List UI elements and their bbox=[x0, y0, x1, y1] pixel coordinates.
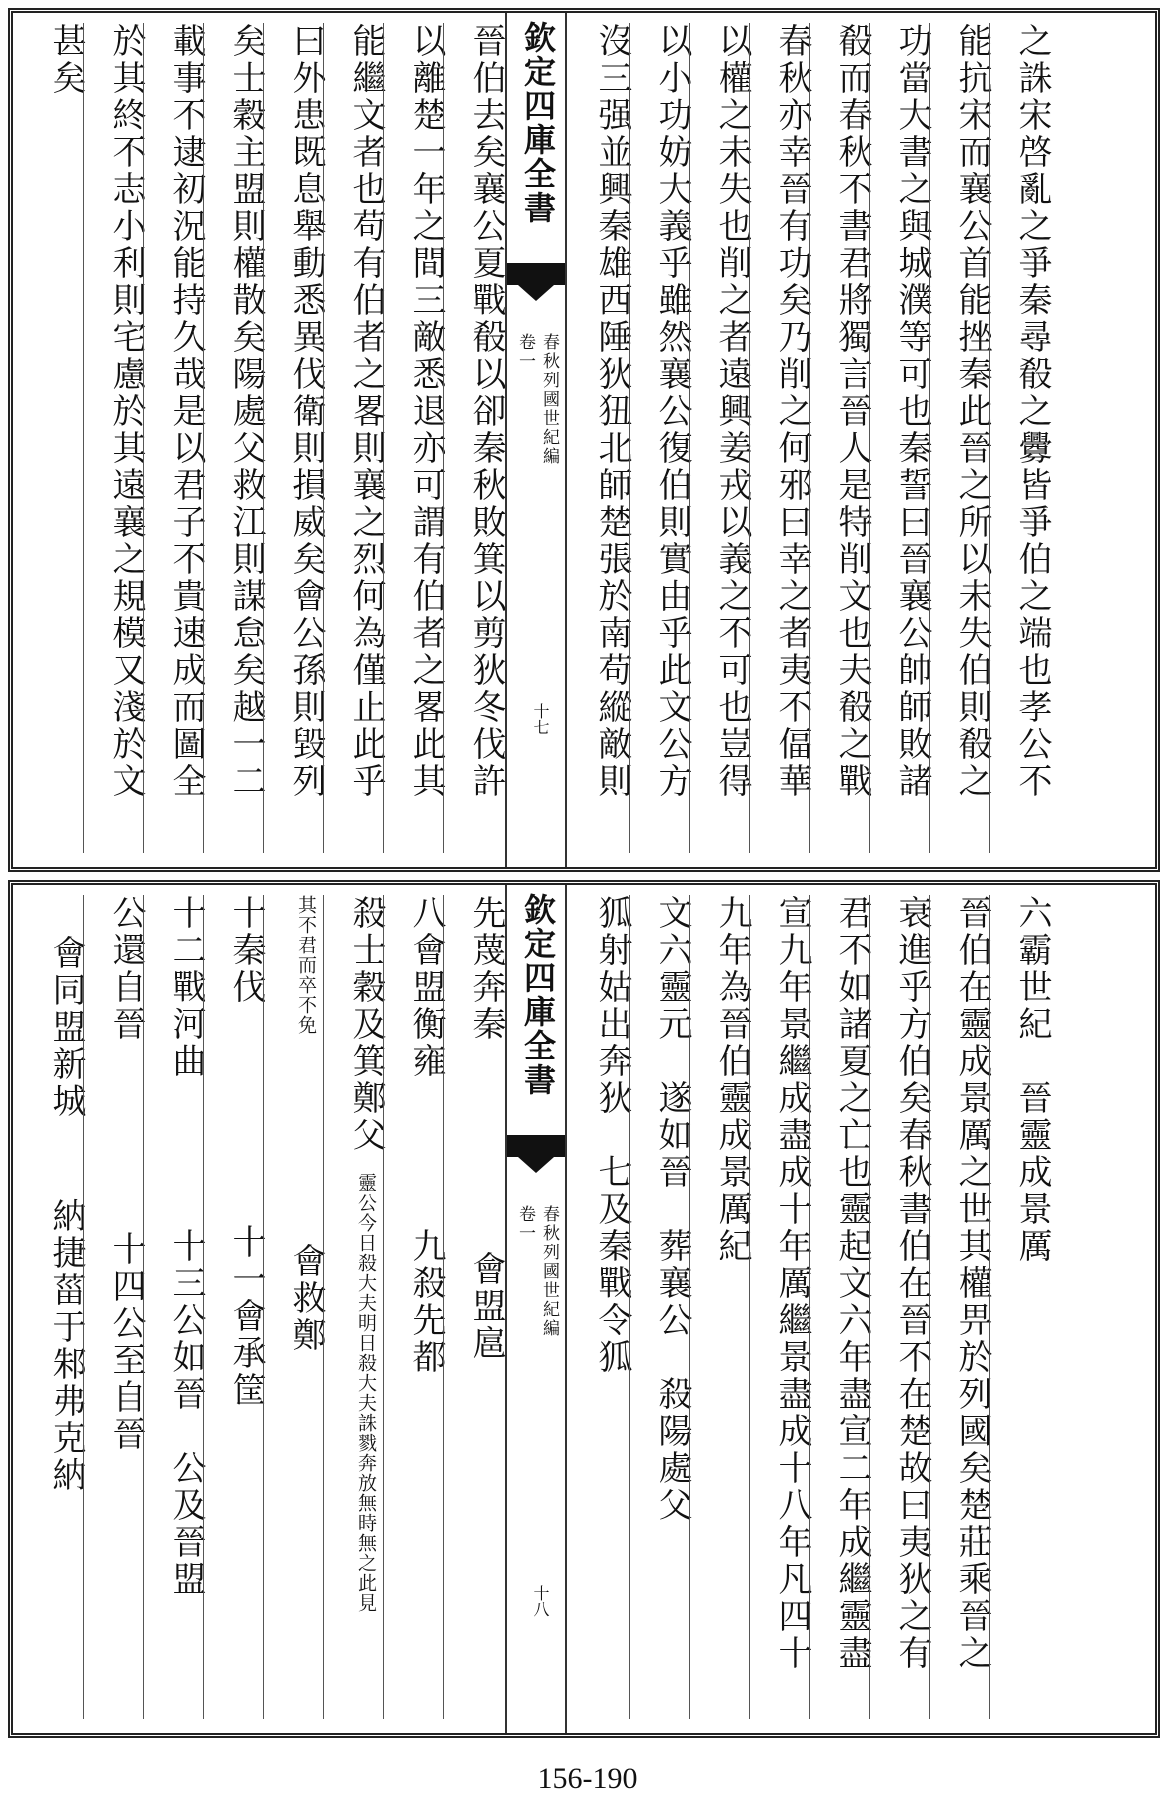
text-column: 能繼文者也苟有伯者之畧則襄之烈何為僅止此乎 bbox=[323, 23, 383, 853]
text-column bbox=[143, 895, 206, 1719]
annotation-note: 其不君而卒不免 bbox=[295, 895, 317, 1035]
text-column: 九年為晉伯靈成景厲紀 bbox=[689, 895, 749, 1719]
book-series-title: 欽定四庫全書 bbox=[519, 893, 557, 1097]
book-series-title: 欽定四庫全書 bbox=[519, 21, 557, 225]
entry-text: 十二戰河曲 bbox=[166, 895, 206, 1080]
entry-text: 先蔑奔秦 bbox=[466, 895, 506, 1043]
leaf-number: 十七 bbox=[531, 703, 550, 735]
leaf-number: 十八 bbox=[531, 1585, 550, 1617]
fishtail-mark bbox=[507, 1135, 565, 1157]
text-column: 之誅宋啓亂之爭秦尋殽之釁皆爭伯之端也孝公不 bbox=[989, 23, 1049, 853]
volume-label: 卷一 bbox=[515, 333, 535, 371]
text-column bbox=[443, 895, 506, 1719]
entry-text: 八會盟衡雍 bbox=[406, 895, 446, 1080]
center-fold-column bbox=[505, 13, 567, 867]
text-column: 以權之未失也削之者遠興姜戎以義之不可也豈得 bbox=[689, 23, 749, 853]
book-title: 春秋列國世紀編 bbox=[539, 1205, 559, 1338]
top-page bbox=[8, 8, 1160, 872]
text-column: 春秋亦幸晉有功矣乃削之何邪曰幸之者夷不偪華 bbox=[749, 23, 809, 853]
text-column bbox=[83, 895, 146, 1719]
text-column: 能抗宋而襄公首能挫秦此晉之所以未失伯則殽之 bbox=[929, 23, 989, 853]
text-column: 於其終不志小利則宅慮於其遠襄之規模又淺於文 bbox=[83, 23, 143, 853]
text-column: 殽而春秋不書君將獨言晉人是特削文也夫殽之戰 bbox=[809, 23, 869, 853]
section-heading-column: 六霸世紀 晉靈成景厲 bbox=[989, 895, 1049, 1719]
text-column: 曰外患既息舉動悉異伐衛則損威矣會公孫則毀列 bbox=[263, 23, 323, 853]
page-number: 156-190 bbox=[537, 1762, 638, 1795]
entry-text: 會盟扈 bbox=[466, 1251, 506, 1362]
entry-text: 十一會承筐 bbox=[226, 1224, 266, 1409]
text-column bbox=[323, 895, 386, 1719]
text-column: 文六靈元 遂如晉 葬襄公 殺陽處父 bbox=[629, 895, 689, 1719]
entry-text: 十三公如晉 公及晉盟 bbox=[166, 1228, 206, 1598]
text-column: 狐射姑出奔狄 七及秦戰令狐 bbox=[592, 895, 632, 1376]
text-column: 矣士穀主盟則權散矣陽處父救江則謀怠矣越一二 bbox=[203, 23, 263, 853]
entry-text: 十四公至自晉 bbox=[106, 1231, 146, 1453]
entry-text: 殺士穀及箕鄭父 bbox=[346, 895, 386, 1154]
text-column: 宣九年景繼成盡成十年厲繼景盡成十八年凡四十 bbox=[749, 895, 809, 1719]
volume-label: 卷一 bbox=[515, 1205, 535, 1243]
fishtail-mark bbox=[507, 263, 565, 285]
bottom-page bbox=[8, 880, 1160, 1738]
text-column: 沒三强並興秦雄西陲狄狃北師楚張於南苟縱敵則 bbox=[592, 23, 632, 800]
entry-text: 會同盟新城 bbox=[46, 935, 86, 1120]
annotation-note: 靈公今日殺大夫明日殺大夫誅戮奔放無時無之此見 bbox=[355, 1173, 377, 1613]
text-column: 載事不逮初況能持久哉是以君子不貴速成而圖全 bbox=[143, 23, 203, 853]
entry-text: 十秦伐 bbox=[226, 895, 266, 1006]
entry-text: 會救鄭 bbox=[286, 1243, 326, 1354]
entry-text: 公還自晉 bbox=[106, 895, 146, 1043]
text-column: 甚矣 bbox=[46, 23, 86, 97]
text-column: 功當大書之與城濮等可也秦誓曰晉襄公帥師敗諸 bbox=[869, 23, 929, 853]
text-column: 以小功妨大義乎雖然襄公復伯則實由乎此文公方 bbox=[629, 23, 689, 853]
text-column: 衰進乎方伯矣春秋書伯在晉不在楚故曰夷狄之有 bbox=[869, 895, 929, 1719]
center-fold-column bbox=[505, 885, 567, 1733]
entry-text: 納捷菑于邾弗克納 bbox=[46, 1198, 86, 1494]
text-column bbox=[263, 895, 326, 1719]
book-title: 春秋列國世紀編 bbox=[539, 333, 559, 466]
text-column: 晉伯去矣襄公夏戰殽以卻秦秋敗箕以剪狄冬伐許 bbox=[443, 23, 503, 853]
text-column bbox=[23, 895, 86, 1719]
entry-text: 九殺先都 bbox=[406, 1228, 446, 1376]
text-column bbox=[383, 895, 446, 1719]
text-column: 君不如諸夏之亡也靈起文六年盡宣二年成繼靈盡 bbox=[809, 895, 869, 1719]
text-column: 晉伯在靈成景厲之世其權畀於列國矣楚莊乘晉之 bbox=[929, 895, 989, 1719]
text-column: 以離楚一年之間三敵悉退亦可謂有伯者之畧此其 bbox=[383, 23, 443, 853]
text-column bbox=[203, 895, 266, 1719]
